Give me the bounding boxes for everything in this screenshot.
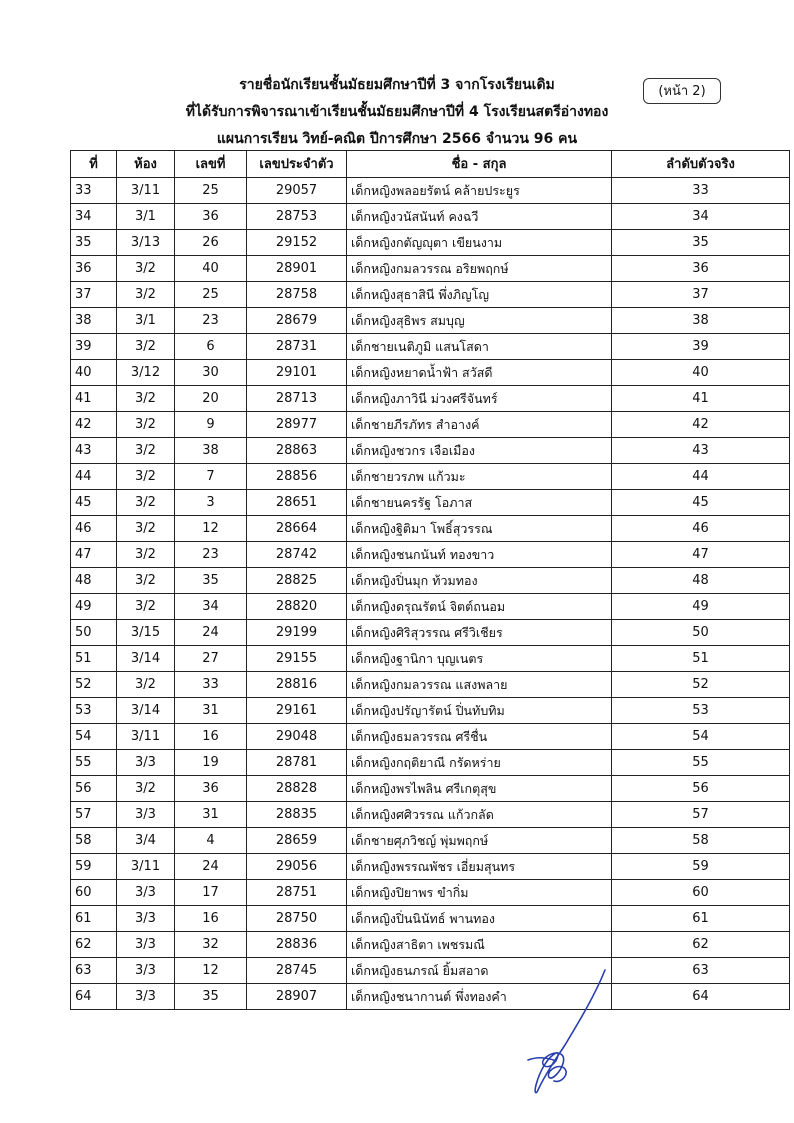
cell-room: 3/2 [117, 386, 175, 412]
cell-rank: 52 [612, 672, 790, 698]
cell-name: เด็กหญิงหยาดน้ำฟ้า สวัสดี [347, 360, 612, 386]
cell-room: 3/2 [117, 412, 175, 438]
table-row [71, 516, 790, 542]
cell-rank: 58 [612, 828, 790, 854]
table-row [71, 386, 790, 412]
cell-room: 3/14 [117, 646, 175, 672]
cell-room: 3/14 [117, 698, 175, 724]
cell-order: 62 [71, 932, 117, 958]
table-row [71, 542, 790, 568]
cell-student-id: 29199 [247, 620, 347, 646]
cell-room: 3/2 [117, 594, 175, 620]
cell-student-id: 28825 [247, 568, 347, 594]
cell-number: 38 [175, 438, 247, 464]
cell-name: เด็กหญิงฐานิกา บุญเนตร [347, 646, 612, 672]
table-row [71, 698, 790, 724]
cell-name: เด็กหญิงภาวินี ม่วงศรีจันทร์ [347, 386, 612, 412]
cell-student-id: 29155 [247, 646, 347, 672]
table-row [71, 906, 790, 932]
cell-student-id: 28751 [247, 880, 347, 906]
cell-room: 3/13 [117, 230, 175, 256]
cell-room: 3/3 [117, 750, 175, 776]
cell-room: 3/12 [117, 360, 175, 386]
cell-rank: 53 [612, 698, 790, 724]
cell-order: 64 [71, 984, 117, 1010]
cell-rank: 63 [612, 958, 790, 984]
cell-rank: 33 [612, 178, 790, 204]
title-line-1: รายชื่อนักเรียนชั้นมัธยมศึกษาปีที่ 3 จากโรงเรียนเดิม [239, 77, 555, 93]
cell-room: 3/2 [117, 672, 175, 698]
cell-order: 61 [71, 906, 117, 932]
table-row [71, 854, 790, 880]
cell-room: 3/2 [117, 282, 175, 308]
cell-number: 24 [175, 620, 247, 646]
cell-student-id: 28781 [247, 750, 347, 776]
cell-number: 32 [175, 932, 247, 958]
table-row [71, 464, 790, 490]
cell-order: 45 [71, 490, 117, 516]
table-row [71, 438, 790, 464]
cell-rank: 40 [612, 360, 790, 386]
cell-number: 6 [175, 334, 247, 360]
cell-name: เด็กหญิงชวกร เจือเมือง [347, 438, 612, 464]
cell-room: 3/2 [117, 490, 175, 516]
cell-number: 23 [175, 542, 247, 568]
cell-name: เด็กหญิงวนัสนันท์ คงฉวี [347, 204, 612, 230]
cell-number: 33 [175, 672, 247, 698]
cell-rank: 50 [612, 620, 790, 646]
cell-rank: 60 [612, 880, 790, 906]
cell-student-id: 28816 [247, 672, 347, 698]
cell-room: 3/11 [117, 178, 175, 204]
cell-rank: 55 [612, 750, 790, 776]
cell-room: 3/1 [117, 204, 175, 230]
cell-room: 3/11 [117, 854, 175, 880]
cell-order: 57 [71, 802, 117, 828]
cell-student-id: 28901 [247, 256, 347, 282]
cell-student-id: 28679 [247, 308, 347, 334]
cell-student-id: 28820 [247, 594, 347, 620]
cell-number: 12 [175, 516, 247, 542]
col-header-room: ห้อง [117, 151, 175, 178]
cell-room: 3/2 [117, 464, 175, 490]
cell-order: 54 [71, 724, 117, 750]
cell-rank: 54 [612, 724, 790, 750]
cell-name: เด็กหญิงชนกนันท์ ทองขาว [347, 542, 612, 568]
cell-student-id: 28977 [247, 412, 347, 438]
cell-student-id: 28651 [247, 490, 347, 516]
cell-student-id: 28907 [247, 984, 347, 1010]
cell-order: 53 [71, 698, 117, 724]
cell-order: 40 [71, 360, 117, 386]
cell-rank: 36 [612, 256, 790, 282]
cell-order: 55 [71, 750, 117, 776]
cell-rank: 37 [612, 282, 790, 308]
cell-name: เด็กหญิงปิยาพร ขำกิ่ม [347, 880, 612, 906]
cell-rank: 49 [612, 594, 790, 620]
cell-student-id: 28836 [247, 932, 347, 958]
cell-order: 34 [71, 204, 117, 230]
cell-room: 3/2 [117, 542, 175, 568]
cell-order: 51 [71, 646, 117, 672]
cell-order: 39 [71, 334, 117, 360]
signature-mark [510, 965, 620, 1100]
table-row [71, 880, 790, 906]
cell-name: เด็กหญิงกฤติยาณี กรัดหร่าย [347, 750, 612, 776]
cell-number: 4 [175, 828, 247, 854]
cell-number: 36 [175, 776, 247, 802]
col-header-order: ที่ [71, 151, 117, 178]
table-header [71, 151, 790, 178]
cell-rank: 51 [612, 646, 790, 672]
cell-order: 63 [71, 958, 117, 984]
cell-rank: 35 [612, 230, 790, 256]
cell-number: 20 [175, 386, 247, 412]
cell-number: 9 [175, 412, 247, 438]
student-roster-table [70, 150, 790, 1010]
cell-rank: 38 [612, 308, 790, 334]
cell-name: เด็กหญิงสาธิตา เพชรมณี [347, 932, 612, 958]
cell-order: 41 [71, 386, 117, 412]
table-row [71, 204, 790, 230]
cell-order: 44 [71, 464, 117, 490]
table-row [71, 178, 790, 204]
table-row [71, 776, 790, 802]
table-row [71, 828, 790, 854]
col-header-student-id: เลขประจำตัว [247, 151, 347, 178]
cell-rank: 47 [612, 542, 790, 568]
table-row [71, 958, 790, 984]
col-header-number: เลขที่ [175, 151, 247, 178]
cell-name: เด็กหญิงพลอยรัตน์ คล้ายประยูร [347, 178, 612, 204]
cell-number: 3 [175, 490, 247, 516]
cell-number: 23 [175, 308, 247, 334]
col-header-rank: ลำดับตัวจริง [612, 151, 790, 178]
cell-name: เด็กชายภีรภัทร สำอางค์ [347, 412, 612, 438]
cell-student-id: 29056 [247, 854, 347, 880]
cell-rank: 46 [612, 516, 790, 542]
cell-room: 3/3 [117, 906, 175, 932]
table-row [71, 620, 790, 646]
cell-room: 3/2 [117, 438, 175, 464]
cell-rank: 64 [612, 984, 790, 1010]
cell-name: เด็กหญิงดรุณรัตน์ จิตต์ถนอม [347, 594, 612, 620]
cell-student-id: 28731 [247, 334, 347, 360]
cell-name: เด็กชายศุภวิชญ์ พุ่มพฤกษ์ [347, 828, 612, 854]
table-row [71, 308, 790, 334]
cell-student-id: 28659 [247, 828, 347, 854]
cell-name: เด็กหญิงธนภรณ์ ยิ้มสอาด [347, 958, 612, 984]
table-row [71, 412, 790, 438]
cell-order: 42 [71, 412, 117, 438]
cell-order: 52 [71, 672, 117, 698]
cell-number: 16 [175, 724, 247, 750]
cell-student-id: 28742 [247, 542, 347, 568]
cell-student-id: 28750 [247, 906, 347, 932]
cell-name: เด็กชายเนติภูมิ แสนโสดา [347, 334, 612, 360]
cell-student-id: 28713 [247, 386, 347, 412]
cell-order: 43 [71, 438, 117, 464]
cell-room: 3/2 [117, 334, 175, 360]
cell-number: 24 [175, 854, 247, 880]
cell-number: 34 [175, 594, 247, 620]
cell-number: 25 [175, 178, 247, 204]
cell-name: เด็กหญิงธมลวรรณ ศรีชื่น [347, 724, 612, 750]
cell-order: 46 [71, 516, 117, 542]
cell-number: 16 [175, 906, 247, 932]
cell-number: 35 [175, 568, 247, 594]
cell-order: 56 [71, 776, 117, 802]
cell-room: 3/1 [117, 308, 175, 334]
cell-name: เด็กหญิงชนากานต์ พึ่งทองคำ [347, 984, 612, 1010]
col-header-name: ชื่อ - สกุล [347, 151, 612, 178]
cell-number: 35 [175, 984, 247, 1010]
cell-student-id: 28664 [247, 516, 347, 542]
table-row [71, 750, 790, 776]
table-row [71, 932, 790, 958]
cell-student-id: 28753 [247, 204, 347, 230]
cell-number: 12 [175, 958, 247, 984]
cell-student-id: 29048 [247, 724, 347, 750]
cell-room: 3/3 [117, 984, 175, 1010]
cell-room: 3/2 [117, 776, 175, 802]
cell-name: เด็กหญิงปรัญารัตน์ ปิ่นทับทิม [347, 698, 612, 724]
cell-student-id: 28863 [247, 438, 347, 464]
table-row [71, 256, 790, 282]
cell-order: 49 [71, 594, 117, 620]
cell-order: 37 [71, 282, 117, 308]
cell-name: เด็กหญิงสุธาสินี พึ่งภิญโญ [347, 282, 612, 308]
cell-student-id: 28758 [247, 282, 347, 308]
cell-room: 3/11 [117, 724, 175, 750]
cell-order: 33 [71, 178, 117, 204]
cell-name: เด็กหญิงกตัญญุตา เขียนงาม [347, 230, 612, 256]
cell-rank: 57 [612, 802, 790, 828]
cell-order: 48 [71, 568, 117, 594]
table-row [71, 334, 790, 360]
cell-order: 38 [71, 308, 117, 334]
cell-name: เด็กหญิงปิ่นมุก ท้วมทอง [347, 568, 612, 594]
cell-student-id: 28745 [247, 958, 347, 984]
cell-rank: 56 [612, 776, 790, 802]
cell-room: 3/3 [117, 958, 175, 984]
header-row [71, 151, 790, 178]
cell-rank: 44 [612, 464, 790, 490]
cell-order: 47 [71, 542, 117, 568]
cell-name: เด็กหญิงศศิวรรณ แก้วกลัด [347, 802, 612, 828]
cell-order: 35 [71, 230, 117, 256]
cell-number: 27 [175, 646, 247, 672]
table-row [71, 490, 790, 516]
table-body [71, 178, 790, 1010]
cell-order: 60 [71, 880, 117, 906]
cell-name: เด็กหญิงพรรณพัชร เอี่ยมสุนทร [347, 854, 612, 880]
cell-order: 36 [71, 256, 117, 282]
cell-rank: 59 [612, 854, 790, 880]
cell-number: 36 [175, 204, 247, 230]
cell-room: 3/3 [117, 880, 175, 906]
table-row [71, 282, 790, 308]
table-row [71, 568, 790, 594]
table-row [71, 672, 790, 698]
table-row [71, 594, 790, 620]
cell-student-id: 29152 [247, 230, 347, 256]
cell-name: เด็กหญิงสุธิพร สมบุญ [347, 308, 612, 334]
cell-name: เด็กชายนครรัฐ โอภาส [347, 490, 612, 516]
cell-name: เด็กหญิงปิ่นนินัทธ์ พานทอง [347, 906, 612, 932]
cell-room: 3/2 [117, 256, 175, 282]
table-row [71, 802, 790, 828]
cell-name: เด็กชายวรภพ แก้วมะ [347, 464, 612, 490]
cell-student-id: 28835 [247, 802, 347, 828]
cell-rank: 45 [612, 490, 790, 516]
cell-rank: 62 [612, 932, 790, 958]
cell-name: เด็กหญิงพรไพลิน ศรีเกตุสุข [347, 776, 612, 802]
cell-student-id: 29057 [247, 178, 347, 204]
cell-order: 50 [71, 620, 117, 646]
cell-student-id: 29161 [247, 698, 347, 724]
cell-name: เด็กหญิงกมลวรรณ แสงพลาย [347, 672, 612, 698]
table-row [71, 984, 790, 1010]
table-row [71, 646, 790, 672]
cell-room: 3/15 [117, 620, 175, 646]
cell-room: 3/4 [117, 828, 175, 854]
cell-name: เด็กหญิงกมลวรรณ อริยพฤกษ์ [347, 256, 612, 282]
title-line-3: แผนการเรียน วิทย์-คณิต ปีการศึกษา 2566 จำนวน 96 คน [216, 131, 578, 147]
cell-number: 31 [175, 698, 247, 724]
cell-number: 26 [175, 230, 247, 256]
cell-number: 40 [175, 256, 247, 282]
cell-number: 19 [175, 750, 247, 776]
cell-number: 7 [175, 464, 247, 490]
cell-rank: 42 [612, 412, 790, 438]
cell-room: 3/3 [117, 802, 175, 828]
page-number-box: (หน้า 2) [643, 78, 721, 104]
cell-room: 3/2 [117, 516, 175, 542]
table-row [71, 230, 790, 256]
table-row [71, 360, 790, 386]
cell-rank: 61 [612, 906, 790, 932]
cell-number: 31 [175, 802, 247, 828]
cell-name: เด็กหญิงศิริสุวรรณ ศรีวิเชียร [347, 620, 612, 646]
cell-rank: 41 [612, 386, 790, 412]
cell-room: 3/2 [117, 568, 175, 594]
cell-number: 30 [175, 360, 247, 386]
cell-student-id: 28856 [247, 464, 347, 490]
table-row [71, 724, 790, 750]
cell-student-id: 28828 [247, 776, 347, 802]
cell-number: 25 [175, 282, 247, 308]
cell-rank: 48 [612, 568, 790, 594]
cell-name: เด็กหญิงฐิติมา โพธิ์สุวรรณ [347, 516, 612, 542]
cell-order: 59 [71, 854, 117, 880]
cell-order: 58 [71, 828, 117, 854]
cell-number: 17 [175, 880, 247, 906]
cell-rank: 43 [612, 438, 790, 464]
cell-rank: 39 [612, 334, 790, 360]
cell-rank: 34 [612, 204, 790, 230]
cell-student-id: 29101 [247, 360, 347, 386]
cell-room: 3/3 [117, 932, 175, 958]
title-line-2: ที่ได้รับการพิจารณาเข้าเรียนชั้นมัธยมศึกษาปีที่ 4 โรงเรียนสตรีอ่างทอง [185, 104, 609, 120]
